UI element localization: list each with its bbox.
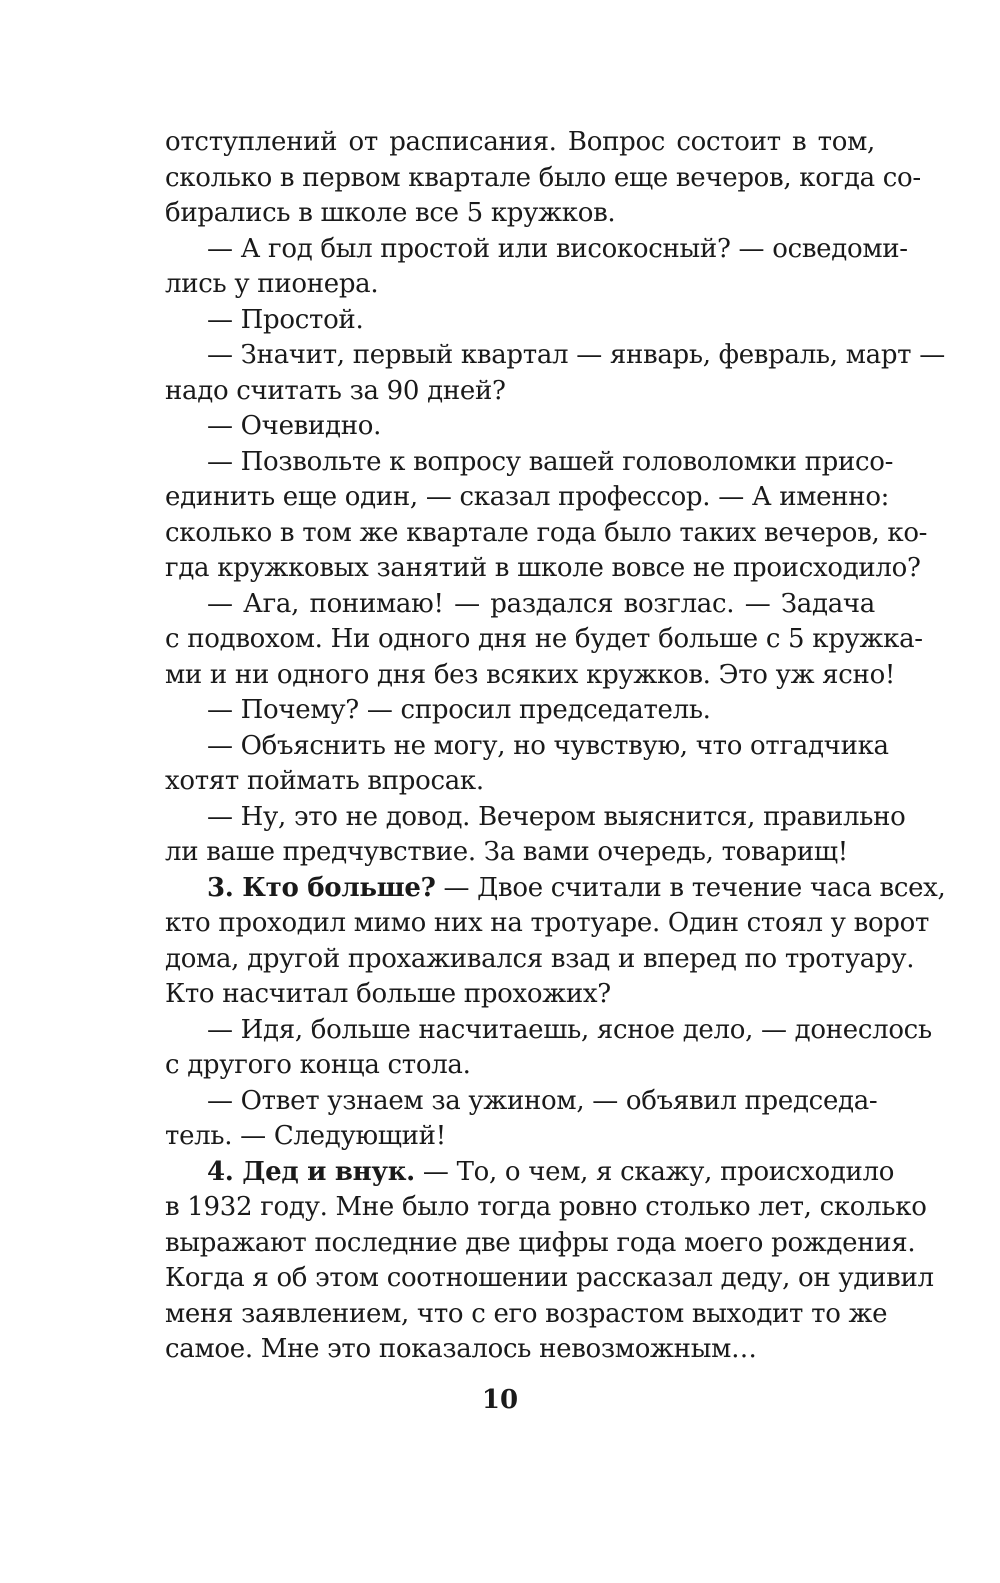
text-line: тель. — Следующий!	[165, 1121, 446, 1151]
text-line: — Значит, первый квартал — январь, февраль, март —	[207, 340, 945, 370]
text-line: с подвохом. Ни одного дня не будет больше с 5 кружка-	[165, 624, 923, 654]
text-fragment: — То, о чем, я скажу, происходило	[422, 1156, 895, 1187]
text-line: хотят поймать впросак.	[165, 766, 484, 796]
text-line: — А год был простой или високосный? — осведоми-	[207, 233, 908, 264]
text-line: ли ваше предчувствие. За вами очередь, товарищ!	[165, 837, 848, 867]
text-line	[165, 1155, 895, 1191]
text-line: — Ага, понимаю! — раздался возглас. — Задача	[207, 588, 875, 619]
text-line: — Объяснить не могу, но чувствую, что отгадчика	[207, 730, 889, 761]
page-text	[165, 125, 946, 1368]
text-line: — Почему? — спросил председатель.	[207, 695, 711, 725]
text-line: лись у пионера.	[165, 269, 379, 299]
text-line: гда кружковых занятий в школе вовсе не происходило?	[165, 553, 921, 583]
text-line: сколько в том же квартале года было таких вечеров, ко-	[165, 517, 928, 548]
puzzle-heading: 4. Дед и внук.	[207, 1156, 415, 1187]
text-line: — Простой.	[207, 304, 364, 335]
text-line: кто проходил мимо них на тротуаре. Один стоял у ворот	[165, 908, 930, 938]
text-line: Когда я об этом соотношении рассказал деду, он удивил	[165, 1263, 934, 1293]
text-line: меня заявлением, что с его возрастом выходит то же	[165, 1298, 888, 1329]
puzzle-heading: 3. Кто больше?	[207, 872, 436, 903]
text-line: бирались в школе все 5 кружков.	[165, 198, 616, 228]
text-line: с другого конца стола.	[165, 1050, 471, 1080]
text-line: — Ну, это не довод. Вечером выяснится, правильно	[207, 801, 906, 832]
text-line: в 1932 году. Мне было тогда ровно столько лет, сколько	[165, 1192, 927, 1222]
text-line: — Очевидно.	[207, 411, 382, 441]
text-line	[165, 871, 946, 907]
text-line: сколько в первом квартале было еще вечеров, когда со-	[165, 162, 921, 193]
text-line: — Идя, больше насчитаешь, ясное дело, — донеслось	[207, 1014, 932, 1045]
text-line: — Позвольте к вопросу вашей головоломки присо-	[207, 446, 894, 477]
text-line: единить еще один, — сказал профессор. — А именно:	[165, 482, 890, 512]
text-line: ми и ни одного дня без всяких кружков. Это уж ясно!	[165, 659, 896, 690]
text-fragment: — Двое считали в течение часа всех,	[443, 872, 946, 903]
text-line: Кто насчитал больше прохожих?	[165, 979, 611, 1009]
page-number: 10	[481, 1385, 519, 1415]
text-line: выражают последние две цифры года моего рождения.	[165, 1227, 916, 1258]
text-line: надо считать за 90 дней?	[165, 375, 506, 406]
text-line: самое. Мне это показалось невозможным…	[165, 1334, 757, 1364]
text-line: — Ответ узнаем за ужином, — объявил председа-	[207, 1085, 878, 1116]
text-line: дома, другой прохаживался взад и вперед по тротуару.	[165, 943, 915, 974]
text-line: отступлений от расписания. Вопрос состоит в том,	[165, 127, 875, 157]
